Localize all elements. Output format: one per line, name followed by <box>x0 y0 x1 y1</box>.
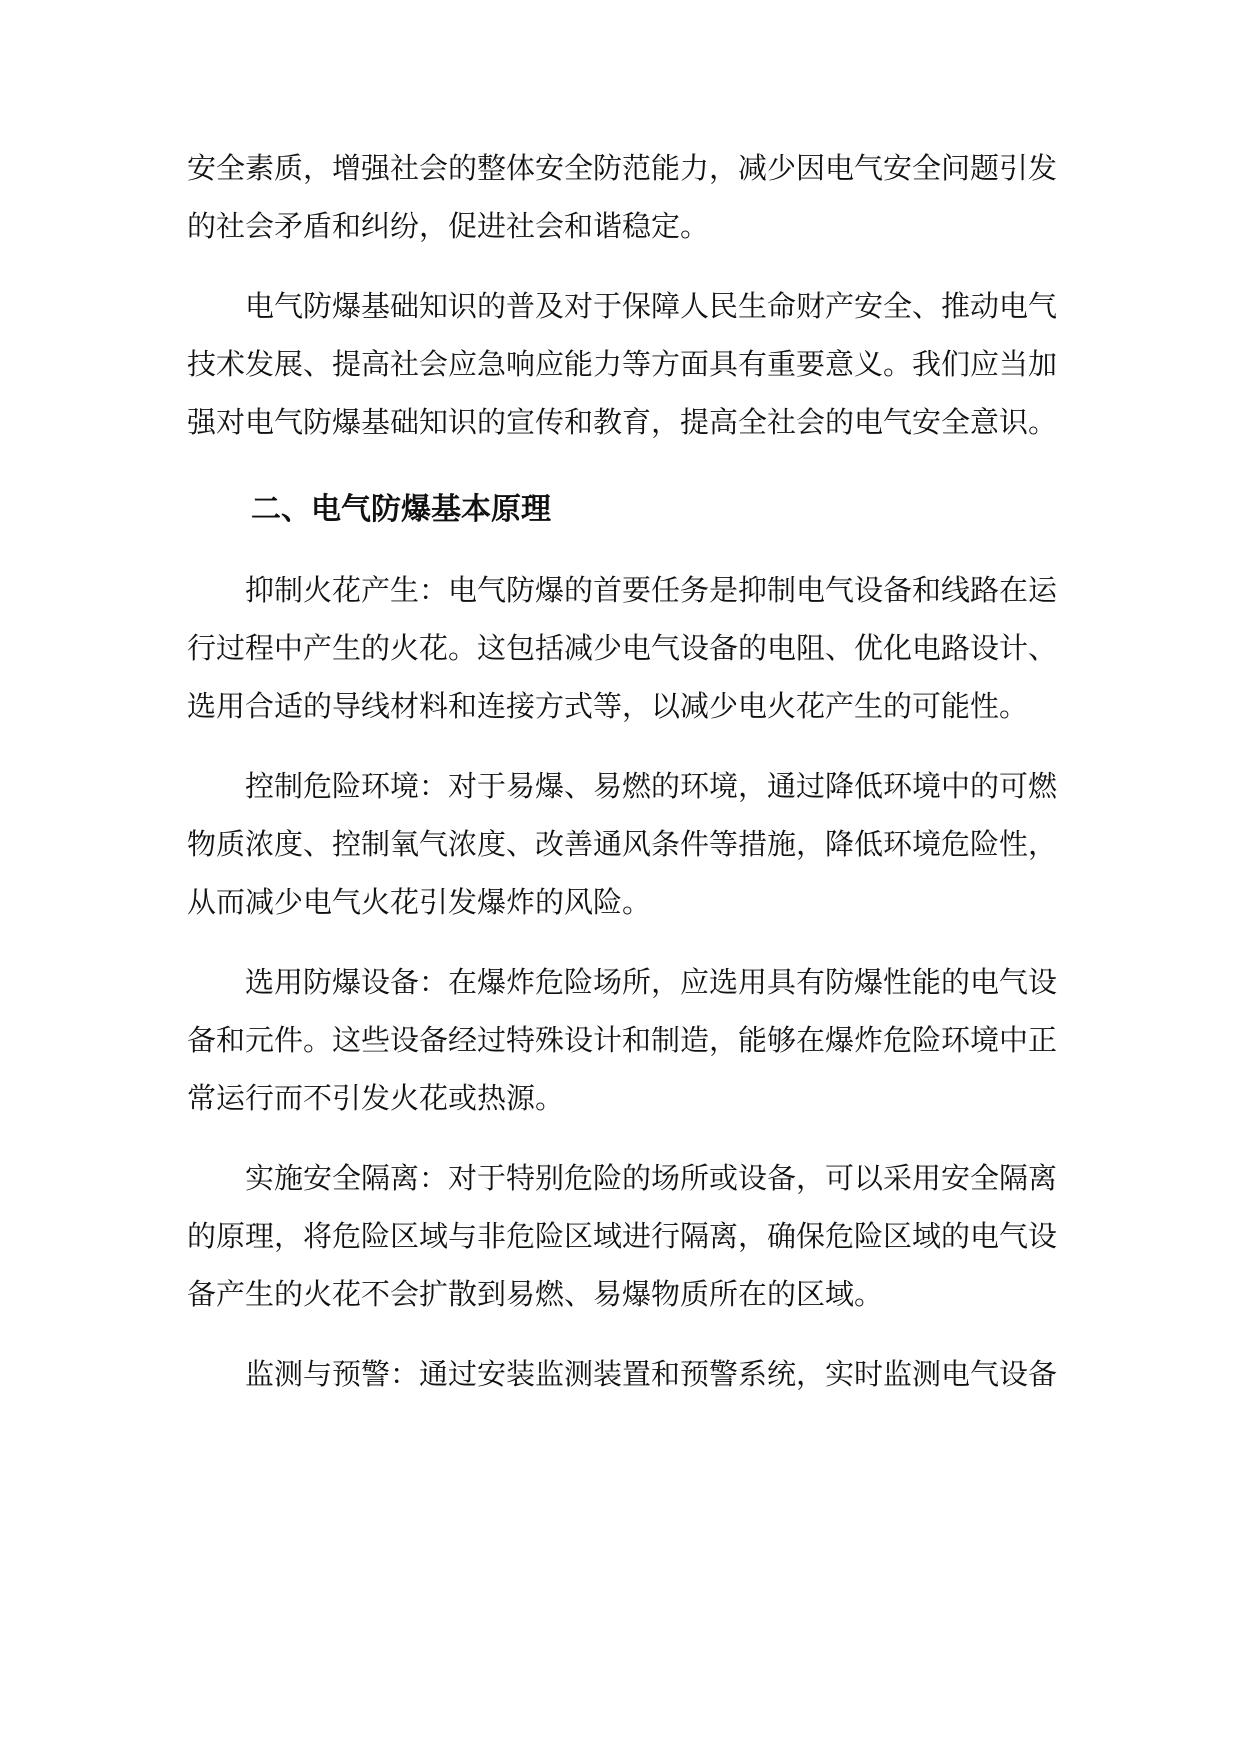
paragraph-gap <box>187 255 1057 277</box>
paragraph-control-environment: 控制危险环境：对于易爆、易燃的环境，通过降低环境中的可燃物质浓度、控制氧气浓度、改善通风条件等措施，降低环境危险性，从而减少电气火花引发爆炸的风险。 <box>187 769 1058 919</box>
paragraph-gap <box>187 1323 1057 1345</box>
paragraph-continuation: 安全素质，增强社会的整体安全防范能力，减少因电气安全问题引发的社会矛盾和纠纷，促进社会和谐稳定。 <box>187 151 1058 243</box>
paragraph-significance: 电气防爆基础知识的普及对于保障人民生命财产安全、推动电气技术发展、提高社会应急响应能力等方面具有重要意义。我们应当加强对电气防爆基础知识的宣传和教育，提高全社会的电气安全意识。 <box>187 289 1058 439</box>
paragraph-gap <box>187 735 1057 757</box>
paragraph-suppress-sparks: 抑制火花产生：电气防爆的首要任务是抑制电气设备和线路在运行过程中产生的火花。这包括减少电气设备的电阻、优化电路设计、选用合适的导线材料和连接方式等，以减少电火花产生的可能性。 <box>187 573 1058 723</box>
paragraph-explosion-proof-equipment: 选用防爆设备：在爆炸危险场所，应选用具有防爆性能的电气设备和元件。这些设备经过特殊设计和制造，能够在爆炸危险环境中正常运行而不引发火花或热源。 <box>187 965 1058 1115</box>
paragraph-monitoring-warning: 监测与预警：通过安装监测装置和预警系统，实时监测电气设备 <box>245 1357 1058 1391</box>
paragraph-safety-isolation: 实施安全隔离：对于特别危险的场所或设备，可以采用安全隔离的原理，将危险区域与非危险区域进行隔离，确保危险区域的电气设备产生的火花不会扩散到易燃、易爆物质所在的区域。 <box>187 1161 1058 1311</box>
section-heading: 二、电气防爆基本原理 <box>251 492 551 527</box>
paragraph-gap <box>187 1127 1057 1149</box>
paragraph-gap <box>187 931 1057 953</box>
document-body <box>187 139 1057 1403</box>
